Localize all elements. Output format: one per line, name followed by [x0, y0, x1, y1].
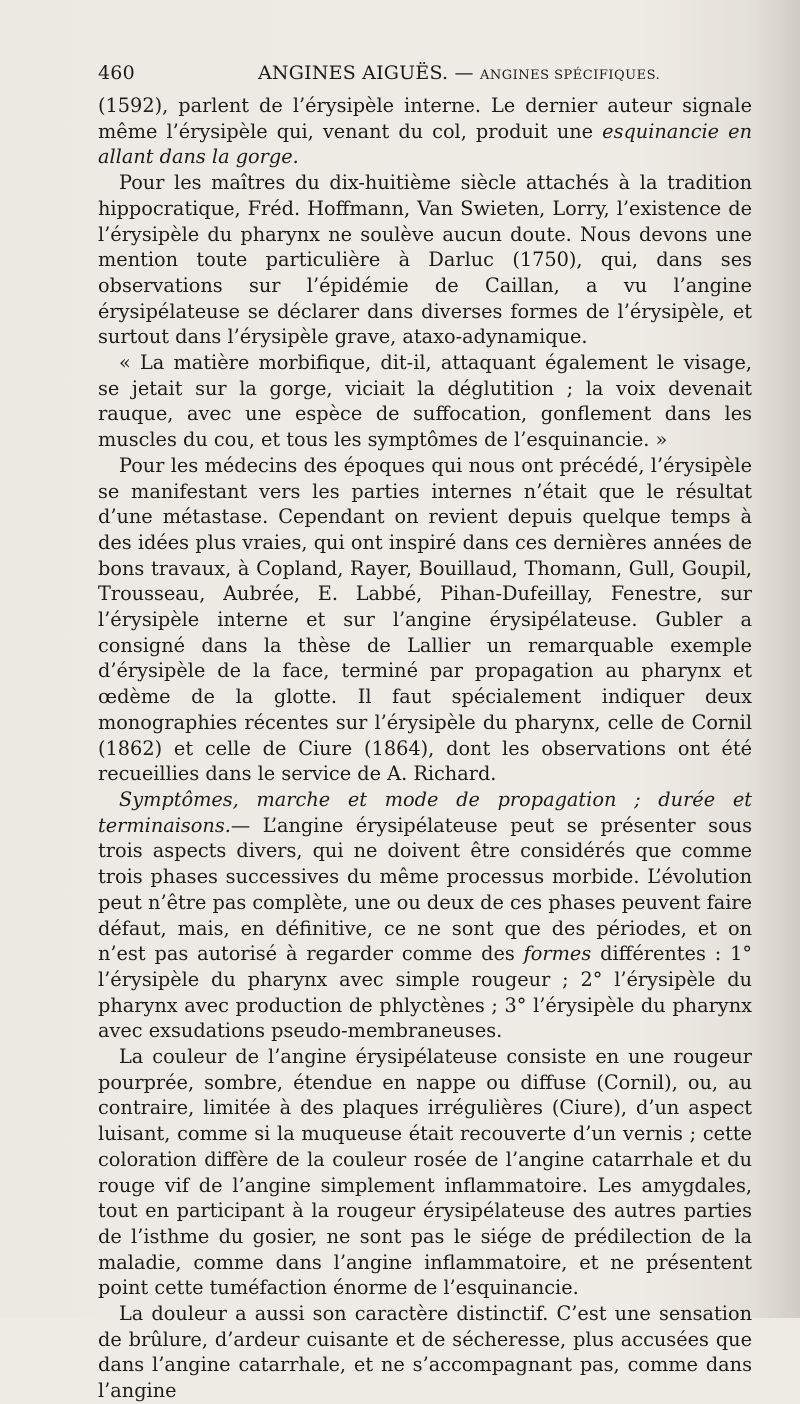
paragraph: [98, 453, 752, 787]
paragraph: [98, 1301, 752, 1404]
paragraph: [98, 787, 752, 1044]
running-header: [98, 58, 752, 88]
paragraph-text: différentes : 1° l’érysipèle du pharynx avec simple rougeur ; 2° l’érysipèle du pharynx avec production de phlyctènes ; 3° l’érysipèle du pharynx avec exsudations pseudo-membraneuses.: [98, 942, 753, 1043]
italic-text: formes: [523, 942, 592, 966]
page-body: [98, 93, 752, 1404]
paragraph-text: « La matière morbifique, dit-il, attaquant également le visage, se jetait sur la gorge, viciait la déglutition ; la voix devenait rauque, avec une espèce de suffocation, gonflement dans les muscles du cou, et tous les symptômes de l’esquinancie. »: [98, 351, 752, 452]
paragraph-text: La douleur a aussi son caractère distinctif. C’est une sensation de brûlure, d’ardeur cuisante et de sécheresse, plus accusées que dans l’angine catarrhale, et ne s’accompagnant pas, comme dans l’angine: [98, 1302, 752, 1403]
paragraph-text: — L’angine érysipélateuse peut se présenter sous trois aspects divers, qui ne doivent être considérés que comme trois phases successives du même processus morbide. L’évolution peut n’être pas complète, une ou deux de ces phases peuvent faire défaut, mais, en définitive, ce ne sont que des périodes, et on n’est pas autorisé à regarder comme des: [98, 813, 752, 966]
italic-text: Symptômes, marche et mode de propagation ; durée et terminaisons.: [98, 787, 752, 837]
paragraph-text: Pour les médecins des époques qui nous ont précédé, l’érysipèle se manifestant vers les parties internes n’était que le résultat d’une métastase. Cependant on revient depuis quelque temps à des idées plus vraies, qui ont inspiré dans ces dernières années de bons travaux, à Copland, Rayer, Bouillaud, Thomann, Gull, Goupil, Trousseau, Aubrée, E. Labbé, Pihan-Dufeillay, Fenestre, sur l’érysipèle interne et sur l’angine érysipélateuse. Gubler a consigné dans la thèse de Lallier un remarquable exemple d’érysipèle de la face, terminé par propagation au pharynx et œdème de la glotte. Il faut spécialement indiquer deux monographies récentes sur l’érysipèle du pharynx, celle de Cornil (1862) et celle de Ciure (1864), dont les observations ont été recueillies dans le service de A. Richard.: [98, 453, 752, 786]
italic-text: esquinancie en allant dans la gorge.: [98, 119, 752, 169]
running-title: ANGINES AIGUËS. — ANGINES SPÉCIFIQUES.: [258, 62, 661, 84]
paragraph: [98, 170, 752, 350]
paragraph: [98, 350, 752, 453]
paragraph-text: Pour les maîtres du dix-huitième siècle attachés à la tradition hippocratique, Fréd. Hoffmann, Van Swieten, Lorry, l’existence de l’érysipèle du pharynx ne soulève aucun doute. Nous devons une mention toute particulière à Darluc (1750), qui, dans ses observations sur l’épidémie de Caillan, a vu l’angine érysipélateuse se déclarer dans diverses formes de l’érysipèle, et surtout dans l’érysipèle grave, ataxo-adynamique.: [98, 171, 752, 349]
paragraph-text: (1592), parlent de l’érysipèle interne. Le dernier auteur signale même l’érysipèle qui, venant du col, produit une: [98, 94, 752, 143]
section-title: ANGINES SPÉCIFIQUES.: [479, 68, 661, 83]
paragraph-text: La couleur de l’angine érysipélateuse consiste en une rougeur pourprée, sombre, étendue en nappe ou diffuse (Cornil), ou, au contraire, limitée à des plaques irrégulières (Ciure), d’un aspect luisant, comme si la muqueuse était recouverte d’un vernis ; cette coloration diffère de la couleur rosée de l’angine catarrhale et du rouge vif de l’angine simplement inflammatoire. Les amygdales, tout en participant à la rougeur érysipélateuse des autres parties de l’isthme du gosier, ne sont pas le siége de prédilection de la maladie, comme dans l’angine inflammatoire, et ne présentent point cette tuméfaction énorme de l’esquinancie.: [98, 1045, 752, 1300]
paragraph: [98, 93, 752, 170]
page-number: 460: [98, 62, 135, 84]
paragraph: [98, 1044, 752, 1301]
